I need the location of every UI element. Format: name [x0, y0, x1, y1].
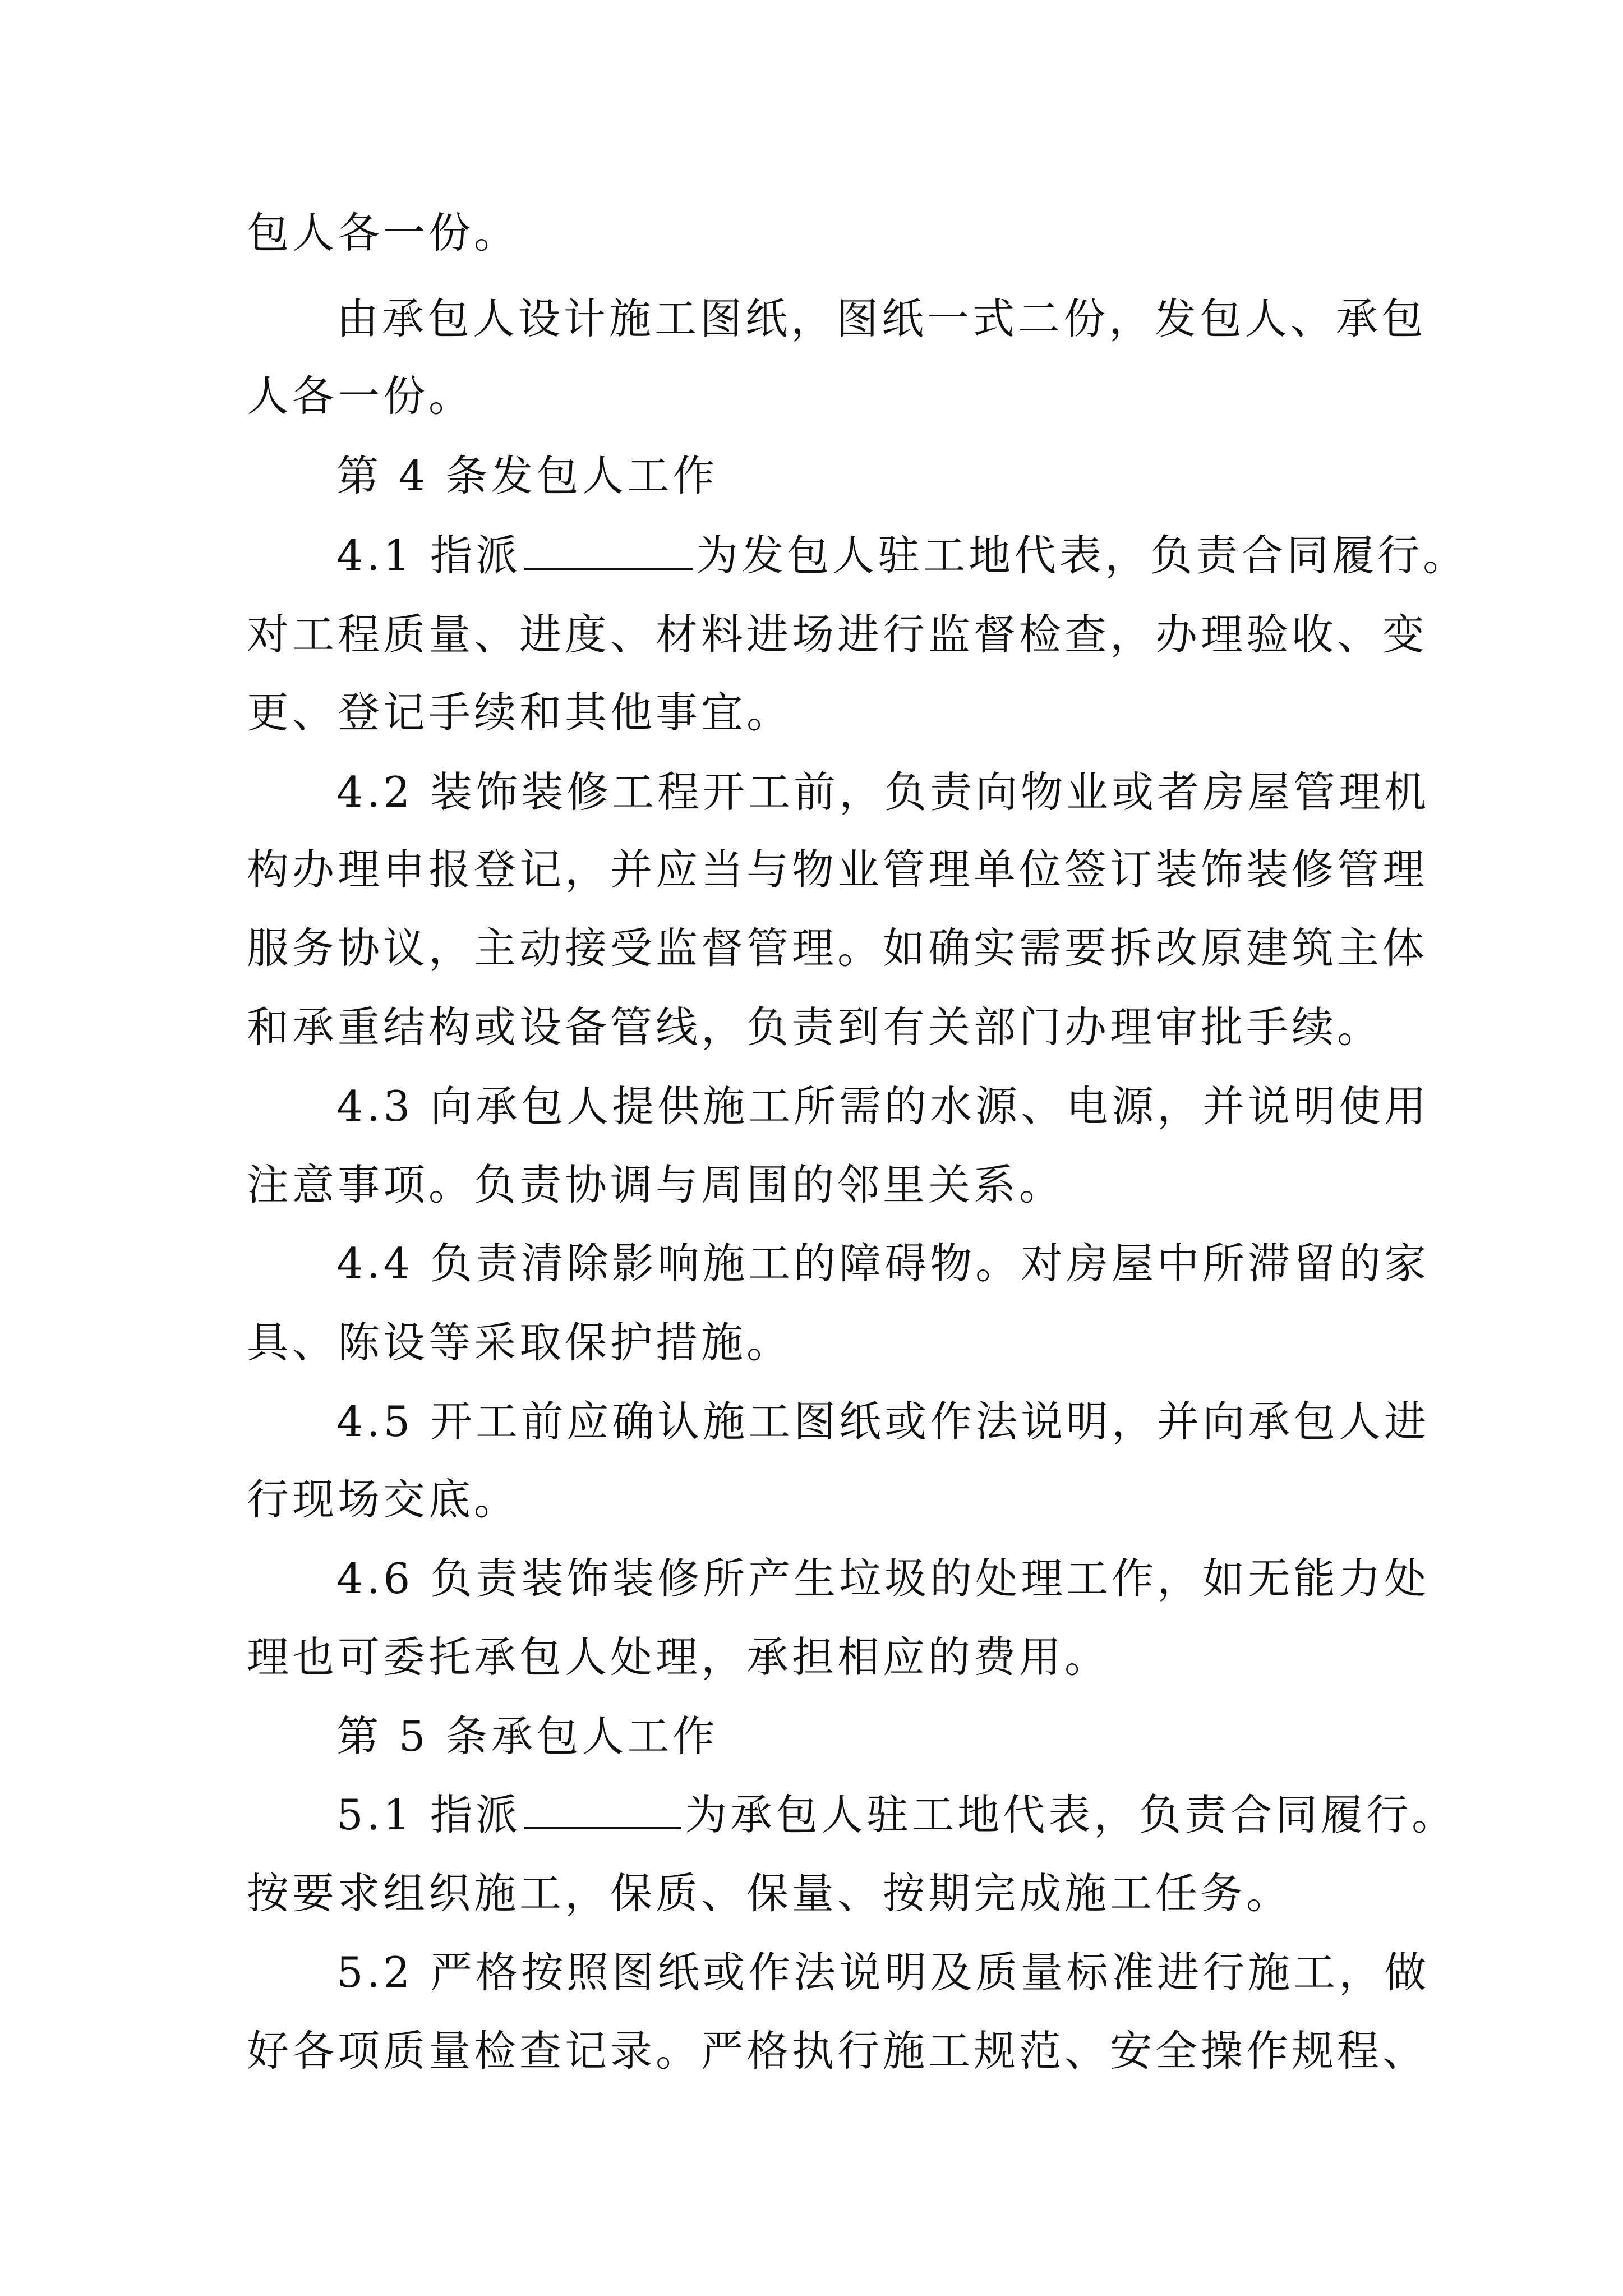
section-heading-5: 第 5 条承包人工作 — [336, 1711, 718, 1761]
text-line: 4.3 向承包人提供施工所需的水源、电源，并说明使用 — [336, 1082, 1430, 1131]
text-line-with-blank — [336, 1781, 1457, 1848]
text-line: 理也可委托承包人处理，承担相应的费用。 — [247, 1632, 1110, 1682]
text-line: 行现场交底。 — [247, 1475, 520, 1524]
text-line: 5.2 严格按照图纸或作法说明及质量标准进行施工，做 — [336, 1948, 1430, 1997]
text-line: 由承包人设计施工图纸，图纸一式二份，发包人、承包 — [336, 294, 1427, 343]
text-line: 4.2 装饰装修工程开工前，负责向物业或者房屋管理机 — [336, 767, 1430, 817]
text-line: 4.6 负责装饰装修所产生垃圾的处理工作，如无能力处 — [336, 1554, 1430, 1603]
text-line: 更、登记手续和其他事宜。 — [247, 688, 792, 737]
text-line: 4.4 负责清除影响施工的障碍物。对房屋中所滞留的家 — [336, 1239, 1430, 1288]
text-line: 对工程质量、进度、材料进场进行监督检查，办理验收、变 — [247, 610, 1428, 659]
text-line: 服务协议，主动接受监督管理。如确实需要拆改原建筑主体 — [247, 923, 1428, 973]
text-line-with-blank — [336, 522, 1468, 589]
text-line: 好各项质量检查记录。严格执行施工规范、安全操作规程、 — [247, 2026, 1428, 2076]
text-line: 按要求组织施工，保质、保量、按期完成施工任务。 — [247, 1869, 1292, 1918]
text-segment: 为承包人驻工地代表，负责合同履行。 — [685, 1790, 1458, 1839]
fill-in-blank — [524, 528, 693, 570]
section-heading-4: 第 4 条发包人工作 — [336, 451, 718, 500]
text-line: 人各一份。 — [247, 371, 474, 421]
text-segment: 4.1 指派 — [336, 531, 522, 580]
text-line: 构办理申报登记，并应当与物业管理单位签订装饰装修管理 — [247, 845, 1428, 894]
text-line: 具、陈设等采取保护措施。 — [247, 1318, 792, 1367]
text-line: 注意事项。负责协调与周围的邻里关系。 — [247, 1160, 1065, 1209]
text-segment: 5.1 指派 — [336, 1790, 522, 1839]
text-line: 包人各一份。 — [247, 208, 520, 257]
fill-in-blank — [524, 1788, 681, 1829]
text-line: 和承重结构或设备管线，负责到有关部门办理审批手续。 — [247, 1002, 1383, 1052]
text-segment: 为发包人驻工地代表，负责合同履行。 — [696, 531, 1469, 580]
text-line: 4.5 开工前应确认施工图纸或作法说明，并向承包人进 — [336, 1397, 1430, 1446]
